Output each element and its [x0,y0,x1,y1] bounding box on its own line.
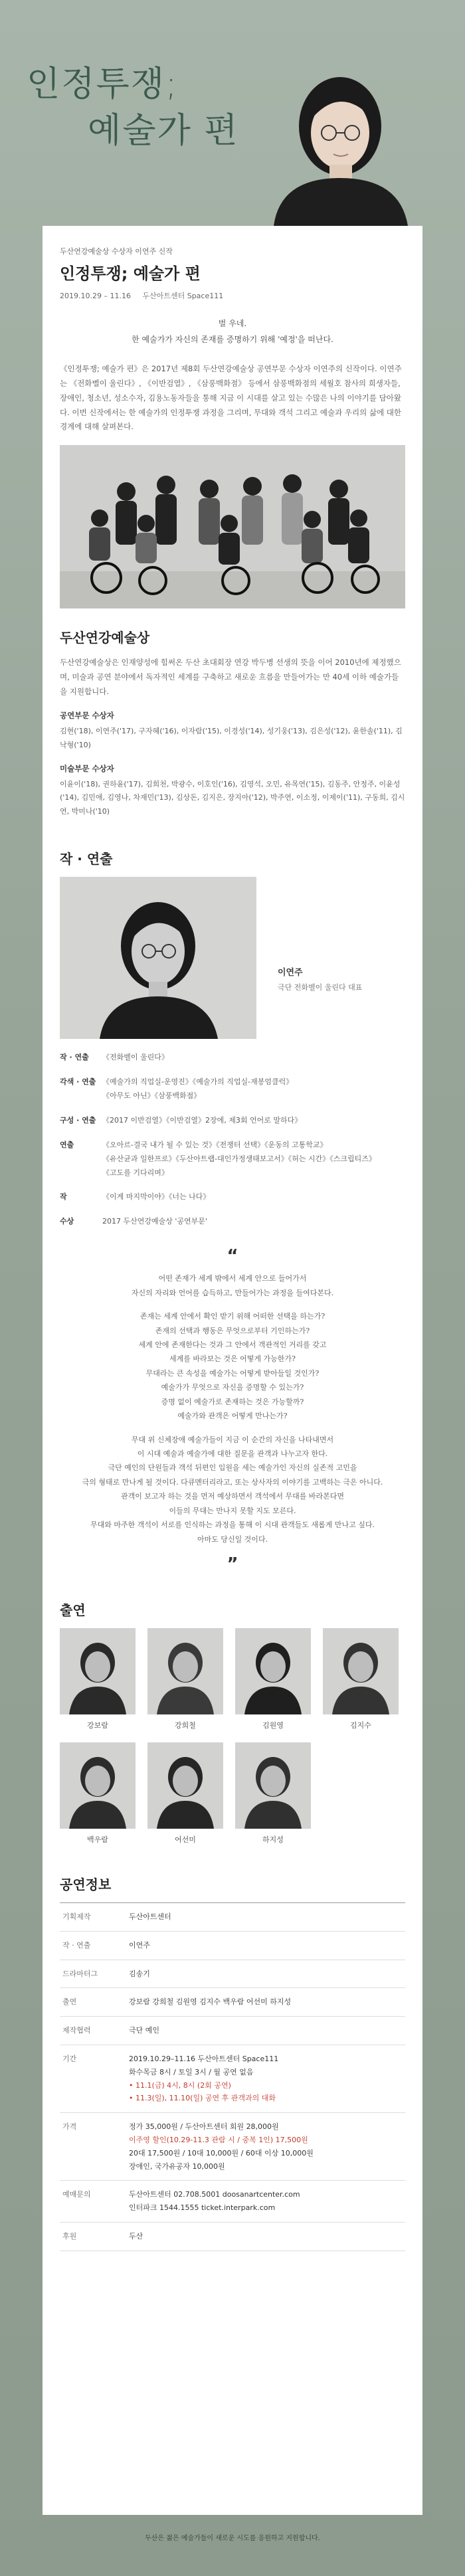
info-highlight-line: • 11.1(금) 4시, 8시 (2회 공연) [129,2080,231,2090]
eyebrow: 두산연강예술상 수상자 이연주 신작 [60,247,173,256]
credit-label: 연출 [60,1140,74,1149]
credit-row [60,1051,405,1065]
director-info [278,965,362,1039]
cast-member [147,1628,223,1730]
statement-line: 무대라는 큰 속성을 예술가는 어떻게 받아들일 것인가? [145,1368,320,1378]
info-line: 두산아트센터 [129,1912,171,1922]
date: 2019.10.29 – 11.16 [60,292,131,300]
credit-label: 작 · 연출 [60,1053,89,1062]
credit-value: 《전화벨이 울린다》 [102,1053,169,1062]
doosan-award-heading: 두산연강예술상 [60,630,150,646]
credit-value: 《이게 마지막이야》《너는 나다》 [102,1192,211,1202]
statement-line: 자신의 자리와 언어를 습득하고, 만들어가는 과정을 들여다본다. [131,1288,334,1297]
director-portrait [60,877,256,1039]
art-winners-label: 미술부문 수상자 [60,763,114,773]
statement-line: 세계 안에 존재한다는 것과 그 안에서 객관적인 거리를 갖고 [138,1340,327,1349]
info-value [129,1968,150,1981]
info-label: 후원 [62,2232,77,2241]
info-label: 작 · 연출 [62,1940,91,1950]
statement-line: 아마도 당신일 것이다. [197,1534,268,1544]
credit-label: 구성 · 연출 [60,1115,96,1125]
statement-line: 예술가가 무엇으로 자신을 증명할 수 있는가? [161,1383,304,1392]
cast-photo [235,1742,311,1829]
info-value [129,2120,314,2173]
content-card [43,226,422,2515]
credit-label: 작 [60,1192,67,1202]
statement-line: 이 시대 예술과 예술가에 대한 질문을 관객과 나누고자 한다. [137,1449,328,1459]
credit-value: 《예술가의 직업실-운영진》《예술가의 직업실-재봉엄클럭》 《아무도 아닌》《삼풍백화점》 [102,1077,294,1100]
info-line: 장애인, 국가유공자 10,000원 [129,2162,225,2171]
cast-name: 강희철 [175,1721,196,1730]
intro-quote-line: 벌 우네. [218,319,247,328]
cast-member [323,1628,399,1730]
art-winners-list: 이윤이('18), 권하윤('17), 김희천, 박광수, 이호인('16), 김영석, 오민, 유목연('15), 김동주, 안정주, 이윤성('14), 김민애, 김영나, 차재민('13), 김상돈, 김지은, 장지아('12), 박주연, 이소정, 이제이('11), 구동희, 김시연, 박미나('10) [60,779,405,816]
cast-name: 김원영 [262,1721,284,1730]
venue: 두산아트센터 Space111 [142,292,224,300]
banner-title [27,61,238,154]
statement-line: 무대 위 신체장애 예술가들이 지금 이 순간의 자신을 나타내면서 [131,1435,334,1444]
info-label: 드라마터그 [62,1969,98,1978]
intro-paragraph: 《인정투쟁; 예술가 편》은 2017년 제8회 두산연강예술상 공연부문 수상자 이연주의 신작이다. 이연주는 《전화벨이 울린다》, 《이반검열》, 《삼풍백화점》 등에서 삼풍백화점의 세월호 참사의 희생자들, 장애인, 청소년, 성소수자, 김용노동자들을 통해 지금 이 시대를 살고 있는 수많은 나의 이야기를 담아왔다. 이번 신작에서는 한 예술가의 인정투쟁 과정을 그리며, 무대와 객석 그리고 예술과 우리의 삶에 대한 경계에 대해 살펴본다. [60,364,402,432]
statement-paragraph [60,1271,405,1300]
cast-photo [235,1628,311,1714]
info-value [129,2053,278,2105]
statement-line: 존재의 선택과 행동은 무엇으로부터 기인하는가? [155,1326,310,1335]
quote-close-mark: ” [227,1554,238,1575]
cast-name: 강보람 [87,1721,108,1730]
info-value [129,1995,291,2009]
info-row [60,2113,405,2181]
cast-photo [60,1742,136,1829]
info-value [129,2230,143,2243]
info-line: 두산 [129,2232,143,2241]
statement-line: 무대와 마주한 객석이 서로를 인식하는 과정을 통해 이 시대 관객들도 새롭게 만나고 싶다. [90,1520,375,1530]
cast-photo [323,1628,399,1714]
hero-banner [0,0,465,226]
cast-name: 백우람 [87,1835,108,1845]
info-line: 2019.10.29–11.16 두산아트센터 Space111 [129,2055,279,2064]
info-value [129,2024,159,2037]
info-heading: 공연정보 [60,1877,112,1893]
banner-title-line2: 예술가 편 [88,111,239,151]
banner-title-line1: 인정투쟁; [27,64,179,104]
credit-label: 각색 · 연출 [60,1077,96,1087]
info-line: 화수목금 8시 / 토일 3시 / 월 공연 없음 [129,2067,254,2076]
statement-line: 극단 예인의 단원들과 객석 뒤편인 입원을 세는 예술가인 자신의 실존적 고민을 [108,1463,357,1473]
info-line: 이연주 [129,1940,150,1950]
info-row [60,1988,405,2017]
info-line: 김송기 [129,1969,150,1978]
director-credits [60,1051,405,1229]
statement-line: 존재는 세계 안에서 확인 받기 위해 어떠한 선택을 하는가? [140,1312,326,1321]
info-label: 출연 [62,1997,77,2007]
credit-value: 2017 두산연강예술상 '공연부문' [102,1217,207,1226]
info-row [60,2045,405,2113]
director-heading: 작 · 연출 [60,851,113,868]
cast-name: 김지수 [350,1721,371,1730]
statement-paragraph [60,1309,405,1424]
info-label: 기획제작 [62,1912,91,1922]
intro-quote-line: 한 예술가가 자신의 존재를 증명하기 위해 '예정'을 떠난다. [132,335,333,344]
dateline [60,290,405,301]
cast-member [60,1628,136,1730]
statement-line: 예술가와 관객은 어떻게 만나는가? [177,1412,288,1421]
statement-line: 이들의 무대는 만나지 못할 지도 모른다. [169,1506,296,1515]
cast-member [235,1742,311,1845]
info-value [129,2188,300,2215]
info-row [60,2181,405,2223]
info-label: 가격 [62,2122,77,2132]
info-line: 정가 35,000원 / 두산아트센터 회원 28,000원 [129,2122,279,2132]
director-block [60,877,405,1039]
info-row [60,1932,405,1960]
info-line: 극단 예인 [129,2026,160,2035]
info-row [60,1960,405,1989]
credit-value: 《2017 이반검열》《이반검열》2장에, 제3회 언어로 말하다》 [102,1115,302,1125]
info-line: 두산아트센터 02.708.5001 doosanartcenter.com [129,2190,300,2199]
credit-row [60,1114,405,1128]
credit-row [60,1190,405,1204]
quote-open-mark: “ [227,1246,238,1267]
credit-row [60,1075,405,1103]
cast-photo [147,1742,223,1829]
statement-line: 어떤 존재가 세계 밖에서 세계 안으로 들어가서 [158,1274,307,1283]
perf-winners-list: 김현('18), 이연주('17), 구자혜('16), 이자람('15), 이경성('14), 성기웅('13), 김은성('12), 윤한솔('11), 김낙형('10) [60,726,403,749]
info-value [129,1910,171,1924]
cast-photo [147,1628,223,1714]
statement-line: 관객이 보고자 하는 것을 먼저 예상하면서 객석에서 무대를 바라본다면 [120,1492,345,1501]
perf-winners-label: 공연부문 수상자 [60,710,114,720]
cast-heading: 출연 [60,1602,86,1619]
intro-quote [60,316,405,347]
cast-member [235,1628,311,1730]
cast-member [60,1742,136,1845]
director-role: 극단 전화벨이 울린다 대표 [278,983,363,992]
cast-member [147,1742,223,1845]
director-statement [60,1271,405,1546]
page-title: 인정투쟁; 예술가 편 [60,264,201,283]
info-value [129,1939,150,1952]
info-row [60,2223,405,2251]
credit-row [60,1139,405,1180]
info-line: 인터파크 1544.1555 ticket.interpark.com [129,2203,276,2213]
director-name: 이연주 [278,968,303,978]
doosan-award-desc: 두산연강예술상은 인재양성에 힘써온 두산 초대회장 연강 박두병 선생의 뜻을 이어 2010년에 제정했으며, 미술과 공연 분야에서 독자적인 세계를 구축하고 새로운 흐름을 만들어가는 만 40세 이하 예술가들을 지원합니다. [60,658,401,696]
cast-grid [60,1628,405,1845]
statement-line: 세계를 바라보는 것은 어떻게 가능한가? [169,1354,296,1364]
info-label: 기간 [62,2055,77,2064]
director-portrait-large [260,48,415,226]
info-label: 제작협력 [62,2026,91,2035]
statement-line: 극의 형태로 만나게 될 것이다. 다큐멘터리라고, 또는 상사자의 이야기를 고백하는 극은 아니다. [82,1477,383,1487]
credit-value: 《오아르-결국 내가 될 수 있는 것》《전쟁터 선택》《운동의 고통학교》 《유산균과 일한프로》《두산아트랩-대인가정생태보고서》《허는 시간》《스크립티즈》 《고도를 기다리며》 [102,1140,376,1177]
credit-label: 수상 [60,1217,74,1226]
cast-group-photo [60,445,405,608]
statement-line: 증명 없이 예술가로 존재하는 것은 가능할까? [161,1397,304,1406]
cast-name: 하지성 [262,1835,284,1845]
info-line: 강보람 강희철 김원영 김지수 백우람 어선미 하지성 [129,1997,292,2007]
info-row [60,1903,405,1932]
cast-name: 어선미 [175,1835,196,1845]
info-highlight-line: 이주영 할인(10.29-11.3 관람 시 / 중복 1인) 17,500원 [129,2136,308,2145]
info-label: 예매문의 [62,2190,91,2199]
info-table [60,1902,405,2251]
info-highlight-line: • 11.3(일), 11.10(일) 공연 후 관객과의 대화 [129,2094,276,2103]
footer-note: 두산은 젊은 예술가들이 새로운 시도를 응원하고 지원합니다. [145,2535,320,2542]
info-line: 20대 17,500원 / 10대 10,000원 / 60대 이상 10,000원 [129,2148,314,2158]
credit-row [60,1215,405,1229]
info-row [60,2017,405,2045]
cast-photo [60,1628,136,1714]
statement-paragraph [60,1433,405,1547]
